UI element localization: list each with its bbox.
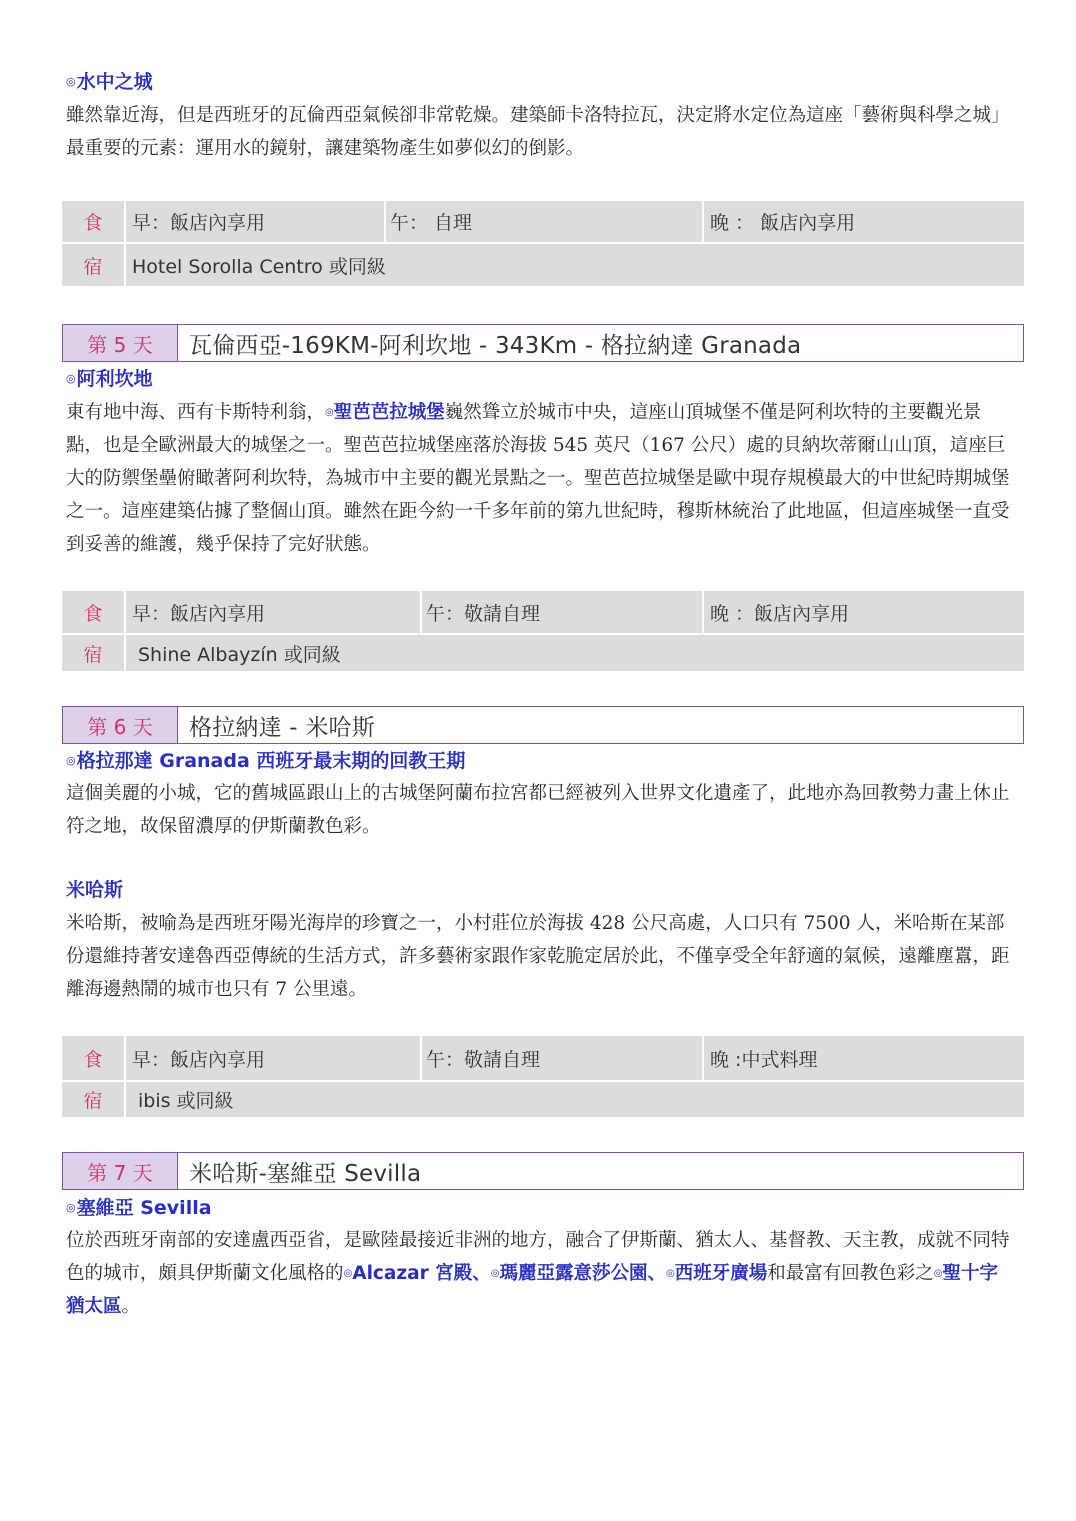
section-heading-granada: ◎格拉那達 Granada 西班牙最末期的回教王期 <box>66 750 466 772</box>
food-tag: 食 <box>83 1048 103 1071</box>
hotel-cell: ibis 或同級 <box>124 1082 1018 1117</box>
meal-row <box>62 591 1024 635</box>
meal-row <box>62 201 1024 244</box>
bullet-icon: ◎ <box>343 1268 353 1279</box>
day-label: 第 7 天 <box>63 1153 178 1189</box>
section-heading-water-city: ◎水中之城 <box>66 71 153 93</box>
bullet-icon: ◎ <box>490 1268 500 1279</box>
section-heading-mijas: 米哈斯 <box>66 879 124 901</box>
bullet-icon: ◎ <box>66 754 76 767</box>
bullet-icon: ◎ <box>665 1268 675 1279</box>
breakfast-cell: 早：飯店內享用 <box>124 591 428 633</box>
meal-row <box>62 1036 1024 1082</box>
section-heading-alicante: ◎阿利坎地 <box>66 368 153 390</box>
day-title: 米哈斯-塞維亞 Sevilla <box>189 1160 422 1187</box>
bullet-icon: ◎ <box>66 372 76 385</box>
bullet-icon: ◎ <box>66 75 76 88</box>
stay-tag: 宿 <box>83 1090 103 1112</box>
sevilla-paragraph: 位於西班牙南部的安達盧西亞省，是歐陸最接近非洲的地方，融合了伊斯蘭、猶太人、基督教、天主教，成就不同特色的城市，頗具伊斯蘭文化風格的◎Alcazar 宮殿、◎瑪麗亞露意莎公園、◎西班牙廣場和最富有回教色彩之◎聖十字猶太區。 <box>66 1230 1010 1317</box>
hotel-cell: Hotel Sorolla Centro 或同級 <box>124 244 1012 286</box>
highlight-santa-cruz: 聖十字猶太區 <box>66 1263 998 1317</box>
bullet-icon: ◎ <box>933 1268 943 1279</box>
highlight-alcazar: Alcazar 宮殿 <box>352 1263 473 1284</box>
highlight-plaza-de-espana: 西班牙廣場 <box>674 1263 768 1284</box>
bullet-icon: ◎ <box>325 407 334 418</box>
food-tag: 食 <box>83 212 103 234</box>
stay-tag: 宿 <box>83 643 103 666</box>
day-label: 第 5 天 <box>63 325 178 361</box>
breakfast-cell: 早：飯店內享用 <box>124 1036 428 1080</box>
bullet-icon: ◎ <box>66 1201 76 1214</box>
meals-table-day6 <box>62 1036 1024 1117</box>
hotel-cell: Shine Albayzín 或同級 <box>124 635 1018 671</box>
day-header-5 <box>62 324 1024 362</box>
lunch-cell: 午：敬請自理 <box>420 591 708 633</box>
highlight-santa-barbara: 聖芭芭拉城堡 <box>333 402 445 423</box>
water-city-paragraph: 雖然靠近海，但是西班牙的瓦倫西亞氣候卻非常乾燥。建築師卡洛特拉瓦，決定將水定位為這座「藝術與科學之城」最重要的元素：運用水的鏡射，讓建築物產生如夢似幻的倒影。 <box>66 105 1010 159</box>
lunch-cell: 午： 自理 <box>384 201 708 242</box>
alicante-paragraph: 東有地中海、西有卡斯特利翁，◎聖芭芭拉城堡巍然聳立於城市中央，這座山頂城堡不僅是阿利坎特的主要觀光景點，也是全歐洲最大的城堡之一。聖芭芭拉城堡座落於海拔 545 英尺（167 公尺）處的貝納坎蒂爾山山頂，這座巨大的防禦堡壘俯瞰著阿利坎特，為城市中主要的觀光景點之一。聖芭芭拉城堡是歐中現存規模最大的中世紀時期城堡之一。這座建築佔據了整個山頂。雖然在距今約一千多年前的第九世紀時，穆斯林統治了此地區，但這座城堡一直受到妥善的維護，幾乎保持了完好狀態。 <box>66 402 1010 555</box>
mijas-paragraph: 米哈斯，被喻為是西班牙陽光海岸的珍寶之一，小村莊位於海拔 428 公尺高處，人口只有 7500 人，米哈斯在某部份還維持著安達魯西亞傳統的生活方式，許多藝術家跟作家乾脆定居於此，不僅享受全年舒適的氣候，遠離塵囂，距離海邊熱鬧的城市也只有 7 公里遠。 <box>66 913 1010 1000</box>
day-header-7 <box>62 1152 1024 1190</box>
granada-paragraph: 這個美麗的小城，它的舊城區跟山上的古城堡阿蘭布拉宮都已經被列入世界文化遺產了，此地亦為回教勢力畫上休止符之地，故保留濃厚的伊斯蘭教色彩。 <box>66 783 1010 837</box>
stay-row <box>62 635 1024 671</box>
highlight-maria-luisa-park: 瑪麗亞露意莎公園 <box>499 1263 648 1284</box>
breakfast-cell: 早：飯店內享用 <box>124 201 392 242</box>
section-heading-sevilla: ◎塞維亞 Sevilla <box>66 1197 212 1219</box>
meals-table-day4 <box>62 201 1024 286</box>
dinner-cell: 晚 ： 飯店內享用 <box>702 201 1020 242</box>
stay-tag: 宿 <box>83 255 103 278</box>
dinner-cell: 晚 :中式料理 <box>702 1036 1020 1080</box>
stay-row <box>62 244 1024 286</box>
day-header-6 <box>62 706 1024 744</box>
day-title: 格拉納達 - 米哈斯 <box>189 714 375 741</box>
dinner-cell: 晚 ：飯店內享用 <box>702 591 1020 633</box>
meals-table-day5 <box>62 591 1024 671</box>
day-label: 第 6 天 <box>63 707 178 743</box>
day-title: 瓦倫西亞-169KM-阿利坎地 - 343Km - 格拉納達 Granada <box>189 332 802 359</box>
stay-row <box>62 1082 1024 1117</box>
lunch-cell: 午：敬請自理 <box>420 1036 708 1080</box>
food-tag: 食 <box>83 602 103 625</box>
